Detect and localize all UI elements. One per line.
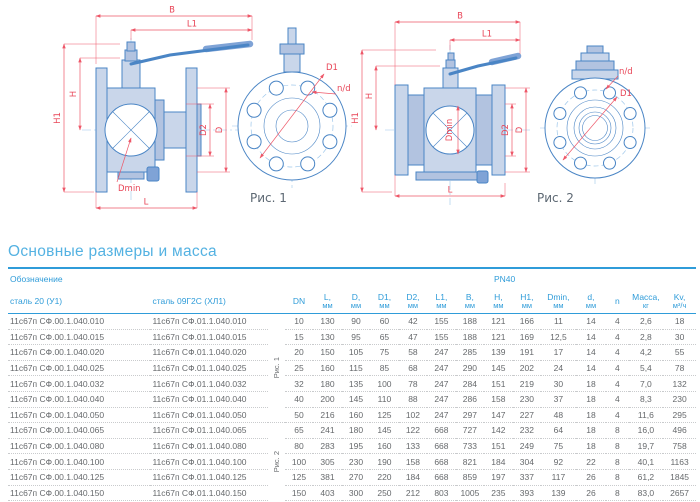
cell: 150: [313, 345, 341, 361]
cell: 8: [606, 469, 628, 485]
table-row: [8, 469, 696, 485]
dim-label-dmin: Dmin: [118, 184, 141, 194]
col-header-L1: L1, мм: [435, 291, 448, 310]
cell: 19,7: [629, 438, 664, 454]
cell: 160: [370, 438, 398, 454]
cell: 64: [541, 423, 576, 439]
cell: 142: [484, 423, 512, 439]
pn40-group-header: PN40: [493, 273, 516, 284]
cell: 668: [427, 438, 455, 454]
cell: 18: [576, 423, 607, 439]
cell: 147: [484, 407, 512, 423]
cell: 22: [576, 454, 607, 470]
section-title: Основные размеры и масса: [8, 243, 217, 260]
cell: 2,6: [639, 316, 652, 327]
cell: 42: [408, 316, 418, 327]
cell: 169: [513, 329, 541, 345]
cell: 139: [541, 485, 576, 501]
cell: 125: [285, 469, 313, 485]
fig2-caption: Рис. 2: [537, 191, 574, 205]
cell: 304: [513, 454, 541, 470]
col-header-n: n: [615, 295, 620, 306]
cell: 4: [615, 316, 620, 327]
cell: 290: [456, 360, 484, 376]
cell: 61,2: [629, 469, 664, 485]
cell: 11с67п СФ.00.1.040.125: [8, 469, 150, 485]
cell: 220: [370, 469, 398, 485]
cell: 17: [541, 345, 576, 361]
col-header-B: B, мм: [464, 291, 476, 310]
cell: 11с67п СФ.01.1.040.080: [150, 438, 268, 454]
cell: 11с67п СФ.01.1.040.125: [150, 469, 268, 485]
cell: 37: [541, 391, 576, 407]
dim-label-dmin: Dmin: [445, 118, 455, 142]
cell: 7,0: [629, 376, 664, 392]
cell: 8: [606, 485, 628, 501]
cell: 100: [285, 454, 313, 470]
dim-label-d: D: [215, 126, 225, 134]
cell: 14: [576, 329, 607, 345]
cell: 14: [586, 316, 596, 327]
cell: 58: [399, 345, 427, 361]
col-header-D1: D1, мм: [377, 291, 392, 310]
cell: 8,3: [629, 391, 664, 407]
handle-lever: [450, 58, 516, 74]
col-header-H1: H1, мм: [520, 291, 534, 310]
cell: 11с67п СФ.01.1.040.015: [150, 329, 268, 345]
dim-label-b: B: [457, 11, 463, 22]
cell: 250: [370, 485, 398, 501]
cell: 247: [427, 407, 455, 423]
cell: 11с67п СФ.01.1.040.020: [150, 345, 268, 361]
cell: 47: [399, 329, 427, 345]
cell: 11с67п СФ.01.1.040.065: [150, 423, 268, 439]
cell: 2657: [663, 485, 696, 501]
fig1-caption: Рис. 1: [250, 191, 287, 205]
cell: 92: [541, 454, 576, 470]
table-row: [8, 438, 696, 454]
table-row: [8, 376, 696, 392]
cell: 78: [399, 376, 427, 392]
cell: 247: [427, 360, 455, 376]
table-row: [8, 485, 696, 501]
fig1-side-view: [53, 6, 252, 209]
cell: 1163: [663, 454, 696, 470]
cell: 121: [484, 329, 512, 345]
dim-label-h: H: [365, 92, 375, 100]
cell: 8: [606, 454, 628, 470]
cell: 668: [427, 469, 455, 485]
cell: 297: [456, 407, 484, 423]
cell: 100: [370, 376, 398, 392]
table-row: [8, 329, 696, 345]
cell: 135: [342, 376, 370, 392]
cell: 145: [370, 423, 398, 439]
dim-label-nd: n/d: [619, 67, 633, 77]
cell: 11с67п СФ.01.1.040.032: [150, 376, 268, 392]
cell: 4: [606, 360, 628, 376]
cell: 230: [663, 391, 696, 407]
col-header-dn: DN: [292, 295, 306, 306]
col-header-d: d, мм: [585, 291, 597, 310]
cell: 95: [342, 329, 370, 345]
dim-label-h1: H1: [351, 112, 361, 124]
figure-group-label: Рис. 2: [268, 423, 284, 501]
dim-label-d2: D2: [199, 124, 209, 136]
cell: 190: [370, 454, 398, 470]
cell: 26: [576, 485, 607, 501]
cell: 668: [427, 454, 455, 470]
valve-drawings: [0, 0, 700, 234]
dim-label-d2: D2: [501, 124, 511, 136]
cell: 247: [427, 376, 455, 392]
cell: 160: [313, 360, 341, 376]
dim-label-l: L: [143, 197, 149, 208]
col-header-D2: D2, мм: [406, 291, 420, 310]
dim-label-l1: L1: [186, 19, 198, 30]
cell: 65: [370, 329, 398, 345]
cell: 496: [663, 423, 696, 439]
cell: 188: [456, 329, 484, 345]
cell: 75: [370, 345, 398, 361]
cell: 4: [606, 407, 628, 423]
cell: 285: [456, 345, 484, 361]
cell: 15: [285, 329, 313, 345]
cell: 14: [576, 360, 607, 376]
cell: 18: [576, 438, 607, 454]
cell: 11с67п СФ.01.1.040.025: [150, 360, 268, 376]
fig2-side-view: [351, 12, 532, 206]
cell: 12,5: [541, 329, 576, 345]
dim-label-h: H: [69, 90, 79, 98]
cell: 200: [313, 391, 341, 407]
cell: 18: [576, 391, 607, 407]
cell: 55: [663, 345, 696, 361]
cell: 11с67п СФ.00.1.040.050: [8, 407, 150, 423]
cell: 65: [285, 423, 313, 439]
cell: 8: [606, 423, 628, 439]
cell: 166: [519, 316, 534, 327]
cell: 11с67п СФ.00.1.040.100: [8, 454, 150, 470]
cell: 24: [541, 360, 576, 376]
col-header-kv: Kv, м³/ч: [672, 291, 687, 310]
cell: 115: [342, 360, 370, 376]
cell: 337: [513, 469, 541, 485]
table-row: [8, 345, 696, 361]
cell: 40: [285, 391, 313, 407]
dimensions-table: [8, 267, 696, 501]
cell: 60: [379, 316, 390, 327]
table-row: [8, 454, 696, 470]
cell: 11с67п СФ.00.1.040.040: [8, 391, 150, 407]
figure-group-label: Рис. 1: [272, 357, 282, 379]
cell: 11с67п СФ.00.1.040.010: [10, 316, 105, 327]
cell: 80: [285, 438, 313, 454]
cell: 130: [320, 316, 335, 327]
cell: 139: [484, 345, 512, 361]
col-header-mass: Масса, кг: [632, 291, 660, 310]
cell: 821: [456, 454, 484, 470]
cell: 4: [606, 329, 628, 345]
cell: 151: [484, 438, 512, 454]
cell: 195: [342, 438, 370, 454]
cell: 11с67п СФ.00.1.040.015: [8, 329, 150, 345]
dim-label-d1: D1: [326, 63, 338, 73]
cell: 25: [285, 360, 313, 376]
cell: 180: [313, 376, 341, 392]
cell: 20: [285, 345, 313, 361]
cell: 8: [606, 438, 628, 454]
cell: 286: [456, 391, 484, 407]
cell: 180: [342, 423, 370, 439]
cell: 75: [541, 438, 576, 454]
cell: 18: [674, 316, 685, 327]
cell: 11с67п СФ.01.1.040.010: [152, 316, 247, 327]
designation-group-header: Обозначение: [10, 273, 63, 284]
handle-lever: [131, 45, 248, 64]
col-header-D: D, мм: [350, 291, 362, 310]
cell: 184: [484, 454, 512, 470]
dim-label-d: D: [515, 126, 525, 134]
table-row: [8, 407, 696, 423]
cell: 381: [313, 469, 341, 485]
cell: 241: [313, 423, 341, 439]
cell: 11с67п СФ.00.1.040.080: [8, 438, 150, 454]
cell: 85: [370, 360, 398, 376]
cell: 158: [399, 454, 427, 470]
dim-label-l1: L1: [481, 29, 493, 40]
cell: 40,1: [629, 454, 664, 470]
cell: 247: [427, 391, 455, 407]
col-header-L: L, мм: [322, 291, 333, 310]
cell: 216: [313, 407, 341, 423]
cell: 249: [513, 438, 541, 454]
cell: 155: [427, 329, 455, 345]
cell: 11с67п СФ.00.1.040.020: [8, 345, 150, 361]
col-header-figure: [268, 288, 284, 314]
cell: 235: [484, 485, 512, 501]
cell: 78: [663, 360, 696, 376]
table-row: [8, 391, 696, 407]
cell: 284: [456, 376, 484, 392]
dim-label-h1: H1: [53, 112, 63, 124]
cell: 300: [342, 485, 370, 501]
cell: 11с67п СФ.01.1.040.040: [150, 391, 268, 407]
cell: 11с67п СФ.00.1.040.065: [8, 423, 150, 439]
cell: 11с67п СФ.00.1.040.032: [8, 376, 150, 392]
cell: 68: [399, 360, 427, 376]
table-row: [8, 360, 696, 376]
cell: 4: [606, 376, 628, 392]
cell: 102: [399, 407, 427, 423]
cell: 155: [434, 316, 449, 327]
cell: 247: [427, 345, 455, 361]
cell: 859: [456, 469, 484, 485]
cell: 105: [342, 345, 370, 361]
cell: 184: [399, 469, 427, 485]
cell: 11с67п СФ.01.1.040.150: [150, 485, 268, 501]
cell: 202: [513, 360, 541, 376]
cell: 727: [456, 423, 484, 439]
cell: 50: [285, 407, 313, 423]
cell: 403: [313, 485, 341, 501]
cell: 197: [484, 469, 512, 485]
cell: 16,0: [629, 423, 664, 439]
cell: 18: [576, 407, 607, 423]
cell: 26: [576, 469, 607, 485]
cell: 191: [513, 345, 541, 361]
spacer-cell: [285, 268, 313, 288]
cell: 803: [427, 485, 455, 501]
dim-label-d1: D1: [620, 89, 632, 99]
cell: 668: [427, 423, 455, 439]
cell: 88: [399, 391, 427, 407]
dim-label-b: B: [169, 5, 175, 16]
cell: 83,0: [629, 485, 664, 501]
cell: 132: [663, 376, 696, 392]
cell: 32: [285, 376, 313, 392]
cell: 219: [513, 376, 541, 392]
cell: 4: [606, 345, 628, 361]
cell: 11с67п СФ.00.1.040.150: [8, 485, 150, 501]
cell: 212: [399, 485, 427, 501]
table-row: [8, 423, 696, 439]
cell: 11,6: [629, 407, 664, 423]
cell: 232: [513, 423, 541, 439]
dim-label-nd: n/d: [337, 84, 351, 94]
cell: 121: [491, 316, 506, 327]
cell: 18: [576, 376, 607, 392]
cell: 150: [285, 485, 313, 501]
cell: 145: [484, 360, 512, 376]
table-body: [8, 314, 696, 501]
cell: 5,4: [629, 360, 664, 376]
cell: 188: [462, 316, 477, 327]
cell: 158: [484, 391, 512, 407]
cell: 270: [342, 469, 370, 485]
cell: 11с67п СФ.01.1.040.050: [150, 407, 268, 423]
cell: 117: [541, 469, 576, 485]
cell: 145: [342, 391, 370, 407]
cell: 30: [541, 376, 576, 392]
cell: 11с67п СФ.00.1.040.025: [8, 360, 150, 376]
col-header-Dmin: Dmin, мм: [547, 291, 570, 310]
cell: 2,8: [629, 329, 664, 345]
cell: 305: [313, 454, 341, 470]
cell: 110: [370, 391, 398, 407]
cell: 283: [313, 438, 341, 454]
cell: 4,2: [629, 345, 664, 361]
cell: 758: [663, 438, 696, 454]
cell: 10: [294, 316, 304, 327]
cell: 151: [484, 376, 512, 392]
col-header-steel20: сталь 20 (У1): [10, 295, 63, 306]
cell: 733: [456, 438, 484, 454]
col-header-H: H, мм: [493, 291, 504, 310]
cell: 125: [370, 407, 398, 423]
cell: 11с67п СФ.01.1.040.100: [150, 454, 268, 470]
cell: 133: [399, 438, 427, 454]
cell: 230: [342, 454, 370, 470]
cell: 1845: [663, 469, 696, 485]
cell: 160: [342, 407, 370, 423]
cell: 14: [576, 345, 607, 361]
cell: 11: [553, 316, 563, 327]
cell: 230: [513, 391, 541, 407]
cell: 227: [513, 407, 541, 423]
cell: 122: [399, 423, 427, 439]
col-header-steel09g2s: сталь 09Г2С (ХЛ1): [152, 295, 226, 306]
cell: 295: [663, 407, 696, 423]
fig2-front-view: [537, 46, 650, 205]
cell: 90: [351, 316, 361, 327]
cell: 4: [606, 391, 628, 407]
table-row: [8, 314, 696, 330]
cell: 48: [541, 407, 576, 423]
cell: 30: [663, 329, 696, 345]
fig1-front-view: [232, 28, 352, 205]
cell: 130: [313, 329, 341, 345]
dim-label-l: L: [447, 185, 453, 196]
cell: 1005: [456, 485, 484, 501]
cell: 393: [513, 485, 541, 501]
